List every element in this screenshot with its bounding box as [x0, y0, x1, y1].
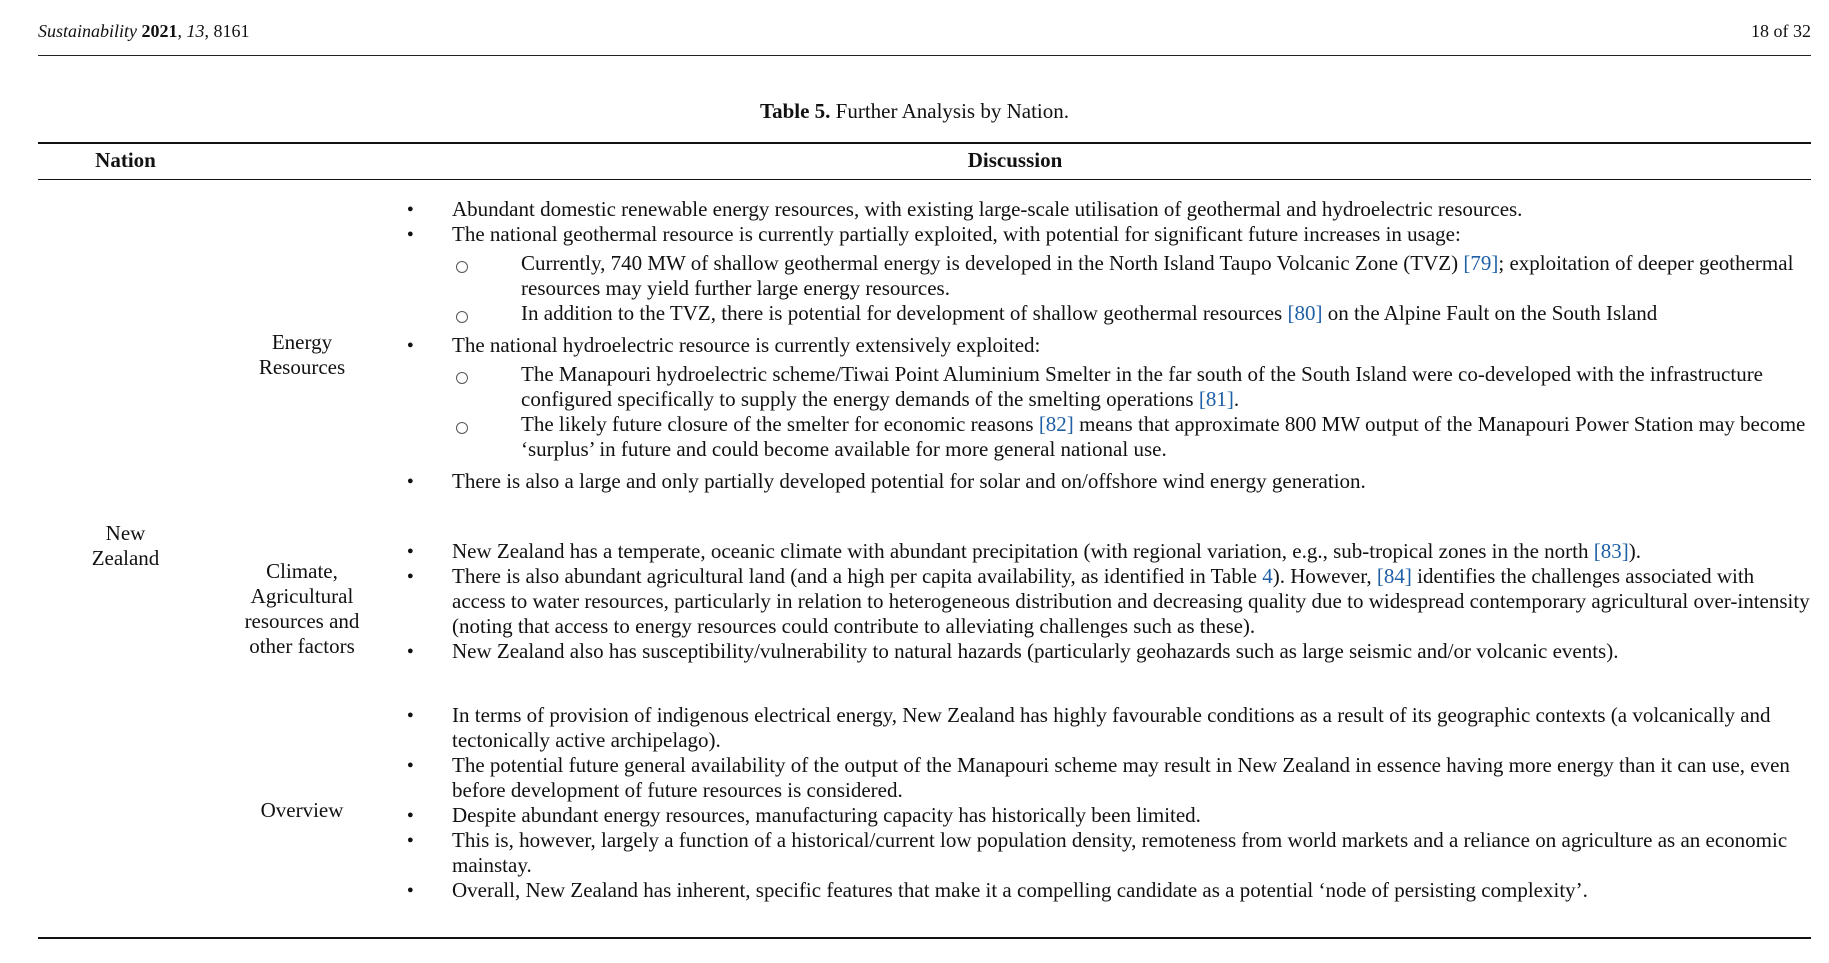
sub-bullet-item: [400, 301, 1810, 326]
sub-bullet-item: [400, 362, 1810, 412]
subcategory-label-line: Energy: [271, 330, 333, 354]
journal-name: Sustainability: [38, 21, 137, 41]
bullet-item: [400, 878, 1810, 903]
sub-bullet-item: [400, 251, 1810, 301]
bullet-text: on the Alpine Fault on the South Island: [1322, 301, 1658, 325]
subcategory-label: [222, 559, 382, 659]
table-caption: [0, 99, 1829, 124]
subcategory-label: [222, 330, 382, 380]
citation-link[interactable]: [84]: [1376, 564, 1412, 588]
bullet-item: [400, 828, 1810, 878]
citation-link[interactable]: [80]: [1287, 301, 1323, 325]
citation-link[interactable]: 4: [1262, 564, 1273, 588]
running-header: [38, 17, 1811, 56]
subcategory-label-line: Climate,: [266, 559, 338, 583]
bullet-item: [400, 753, 1810, 803]
bullet-item: [400, 564, 1810, 639]
bullet-text: The Manapouri hydroelectric scheme/Tiwai Point Aluminium Smelter in the far south of the South Island were co-developed with the infrastructure configured specifically to supply the energy demands of the smelting operations: [521, 362, 1764, 411]
bullet-item: [400, 333, 1810, 358]
discussion-list: [400, 197, 1810, 494]
bullet-text: New Zealand has a temperate, oceanic climate with abundant precipitation (with regional variation, e.g., sub-tropical zones in the north: [452, 539, 1594, 563]
nation-cell: [38, 521, 213, 571]
caption-label: Table 5.: [760, 99, 831, 123]
bullet-text: ). However,: [1272, 564, 1377, 588]
column-header-nation: Nation: [95, 148, 156, 172]
bullet-text: .: [1233, 387, 1240, 411]
bullet-text: New Zealand also has susceptibility/vulnerability to natural hazards (particularly geohazards such as large seismic and/or volcanic events).: [452, 639, 1619, 663]
bullet-text: The likely future closure of the smelter for economic reasons: [521, 412, 1039, 436]
subcategory-label-line: Overview: [260, 798, 344, 822]
bullet-item: [400, 197, 1810, 222]
article-number: 8161: [213, 21, 250, 41]
bullet-item: [400, 222, 1810, 247]
bullet-text: ; exploitation of deeper geothermal resources may yield further large energy resources.: [521, 251, 1794, 300]
bullet-text: Despite abundant energy resources, manufacturing capacity has historically been limited.: [452, 803, 1201, 827]
caption-text: Further Analysis by Nation.: [835, 99, 1069, 123]
subcategory-label-line: resources and: [244, 609, 360, 633]
sub-bullet-item: [400, 412, 1810, 462]
bullet-item: [400, 539, 1810, 564]
bullet-text: Overall, New Zealand has inherent, specific features that make it a compelling candidate as a potential ‘node of persisting complexity’.: [452, 878, 1588, 902]
bullet-item: [400, 803, 1810, 828]
bullet-text: means that approximate 800 MW output of the Manapouri Power Station may become ‘surplus’ in future and could become available for more general national use.: [521, 412, 1806, 461]
bullet-text: The potential future general availability of the output of the Manapouri scheme may result in New Zealand in essence having more energy than it can use, even before development of future resources is considered.: [452, 753, 1790, 802]
journal-citation: Sustainability 2021, 13, 8161: [38, 21, 250, 41]
discussion-list: [400, 539, 1810, 664]
discussion-list: [400, 703, 1810, 903]
nation-name-line: New: [105, 521, 146, 545]
bullet-text: This is, however, largely a function of a historical/current low population density, remoteness from world markets and a reliance on agriculture as an economic mainstay.: [452, 828, 1788, 877]
bullet-text: There is also abundant agricultural land (and a high per capita availability, as identified in Table: [452, 564, 1263, 588]
bullet-item: [400, 469, 1810, 494]
journal-volume: 13: [186, 21, 205, 41]
subcategory-label-line: Resources: [258, 355, 346, 379]
bullet-text: The national hydroelectric resource is currently extensively exploited:: [452, 333, 1041, 357]
citation-link[interactable]: [81]: [1198, 387, 1234, 411]
bullet-item: [400, 639, 1810, 664]
subcategory-label-line: Agricultural: [250, 584, 354, 608]
bullet-text: ).: [1628, 539, 1642, 563]
bullet-text: In addition to the TVZ, there is potential for development of shallow geothermal resources: [521, 301, 1288, 325]
citation-link[interactable]: [79]: [1463, 251, 1499, 275]
nation-name-line: Zealand: [91, 546, 160, 570]
bullet-text: There is also a large and only partially developed potential for solar and on/offshore wind energy generation.: [452, 469, 1366, 493]
journal-year: 2021: [141, 21, 178, 41]
subcategory-label: [222, 798, 382, 823]
bullet-text: In terms of provision of indigenous electrical energy, New Zealand has highly favourable conditions as a result of its geographic contexts (a volcanically and tectonically active archipelago).: [452, 703, 1771, 752]
bullet-text: Abundant domestic renewable energy resources, with existing large-scale utilisation of geothermal and hydroelectric resources.: [452, 197, 1523, 221]
subcategory-label-line: other factors: [249, 634, 355, 658]
bullet-text: identifies the challenges associated with access to water resources, particularly in relation to heterogeneous distribution and decreasing quality due to widespread contemporary agricultural over-intensity (noting that access to energy resources could contribute to alleviating challenges such as these).: [452, 564, 1810, 638]
column-header-discussion: Discussion: [967, 148, 1063, 172]
table-header-rule: [38, 179, 1811, 180]
page-number: 18 of 32: [1751, 21, 1811, 41]
bullet-text: Currently, 740 MW of shallow geothermal energy is developed in the North Island Taupo Volcanic Zone (TVZ): [521, 251, 1464, 275]
bullet-item: [400, 703, 1810, 753]
citation-link[interactable]: [82]: [1038, 412, 1074, 436]
table-bottom-rule: [38, 937, 1811, 939]
citation-link[interactable]: [83]: [1593, 539, 1629, 563]
table-top-rule: [38, 142, 1811, 144]
bullet-text: The national geothermal resource is currently partially exploited, with potential for significant future increases in usage:: [452, 222, 1461, 246]
